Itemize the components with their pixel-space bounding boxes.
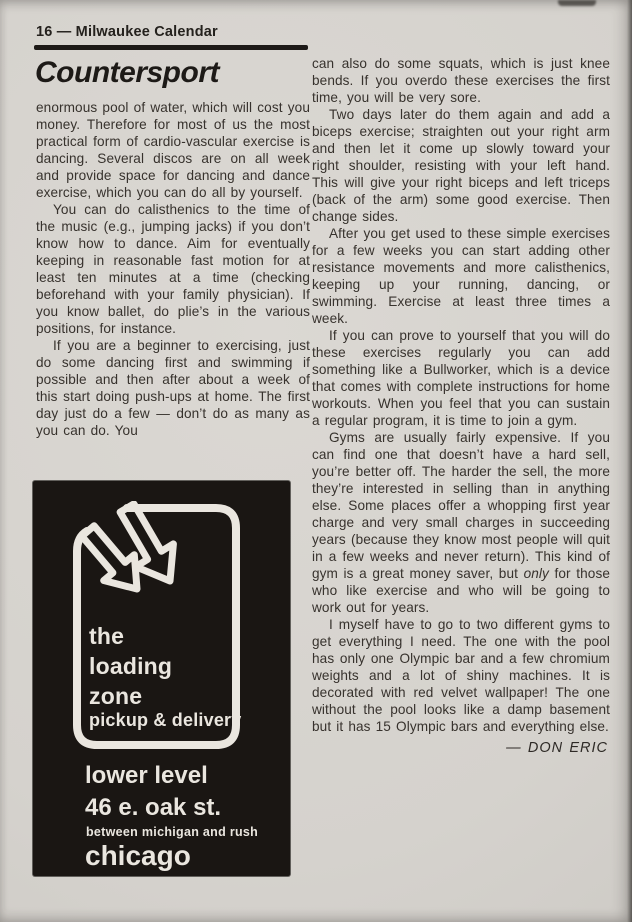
- ad-brand-line: zone: [89, 683, 143, 709]
- paragraph: After you get used to these simple exercises for a few weeks you can start adding other resistance movements and more calisthenics, keeping up your running, dancing, or swimming. Exercise at least three times a week.: [312, 226, 610, 326]
- loading-zone-ad: [33, 481, 290, 876]
- ad-street-address: 46 e. oak st.: [85, 794, 222, 821]
- emphasized-word: only: [523, 566, 549, 581]
- paragraph: If you can prove to yourself that you will do these exercises regularly you can add something like a Bullworker, which is a device that comes with complete instructions for home workouts. When you feel that you can sustain a regular program, it is time to join a gym.: [312, 328, 610, 428]
- ad-brand-name: [89, 621, 172, 711]
- logo-arrow-large: [120, 504, 173, 581]
- page-edge-shadow: [627, 0, 632, 922]
- ad-location-level: lower level: [85, 762, 208, 789]
- paragraph: [312, 429, 610, 616]
- left-column: [36, 99, 310, 439]
- article-title: Countersport: [35, 56, 219, 89]
- ad-city: chicago: [85, 840, 191, 871]
- ad-brand-line: loading: [89, 653, 173, 679]
- paragraph: can also do some squats, which is just knee bends. If you overdo these exercises the first time, you will be very sore.: [312, 56, 610, 105]
- header-rule: [34, 45, 308, 50]
- ad-cross-streets: between michigan and rush: [86, 825, 259, 839]
- scan-smudge: [558, 0, 596, 6]
- logo-arrow-small: [82, 526, 137, 589]
- paragraph: You can do calisthenics to the time of the music (e.g., jumping jacks) if you don’t know how to dance. Aim for eventually keeping in reasonable fast motion for at least ten minutes at a time (checking beforehand with your family physician). If you know ballet, do plie’s in the various positions, for instance.: [36, 202, 310, 336]
- paragraph: I myself have to go to two different gyms to get everything I need. The one with the pool has only one Olympic bar and a few chromium weights and a lot of shiny machines. It is decorated with red velvet wallpaper! The one without the pool looks like a damp basement but it has 15 Olympic bars and everything else.: [312, 617, 610, 734]
- paragraph: Two days later do them again and add a biceps exercise; straighten out your right arm and then let it come up slowly toward your right shoulder, resisting with your left hand. This will give your right biceps and left triceps (back of the arm) some good exercise. Then change sides.: [312, 107, 610, 224]
- paragraph-text: Gyms are usually fairly expensive. If you can find one that doesn’t have a hard sell, you’re better off. The harder the sell, the more they’re interested in selling than in anything else. Some places offer a whopping first year charge and very small charges in succeeding years (because they know most people will quit in a few weeks and never return). This kind of gym is a great money saver, but: [312, 430, 610, 581]
- byline: — DON ERIC: [506, 740, 608, 756]
- paragraph: If you are a beginner to exercising, just do some dancing first and swimming if possible and then after about a week of this start doing push-ups at home. The first day just do a few — don’t do as many as you can do. You: [36, 338, 310, 438]
- right-column: [312, 55, 610, 757]
- ad-tagline: pickup & delivery: [89, 710, 242, 730]
- paragraph-text: for those who like exercise and who will be going to work out for years.: [312, 566, 611, 615]
- paragraph: enormous pool of water, which will cost you money. Therefore for most of us the most practical form of cardio-vascular exercise is dancing. Several discos are on all week and provide space for dancing and dance exercise, which you can do all by yourself.: [36, 100, 310, 200]
- ad-brand-line: the: [89, 623, 125, 649]
- page-header: 16 — Milwaukee Calendar: [36, 24, 218, 40]
